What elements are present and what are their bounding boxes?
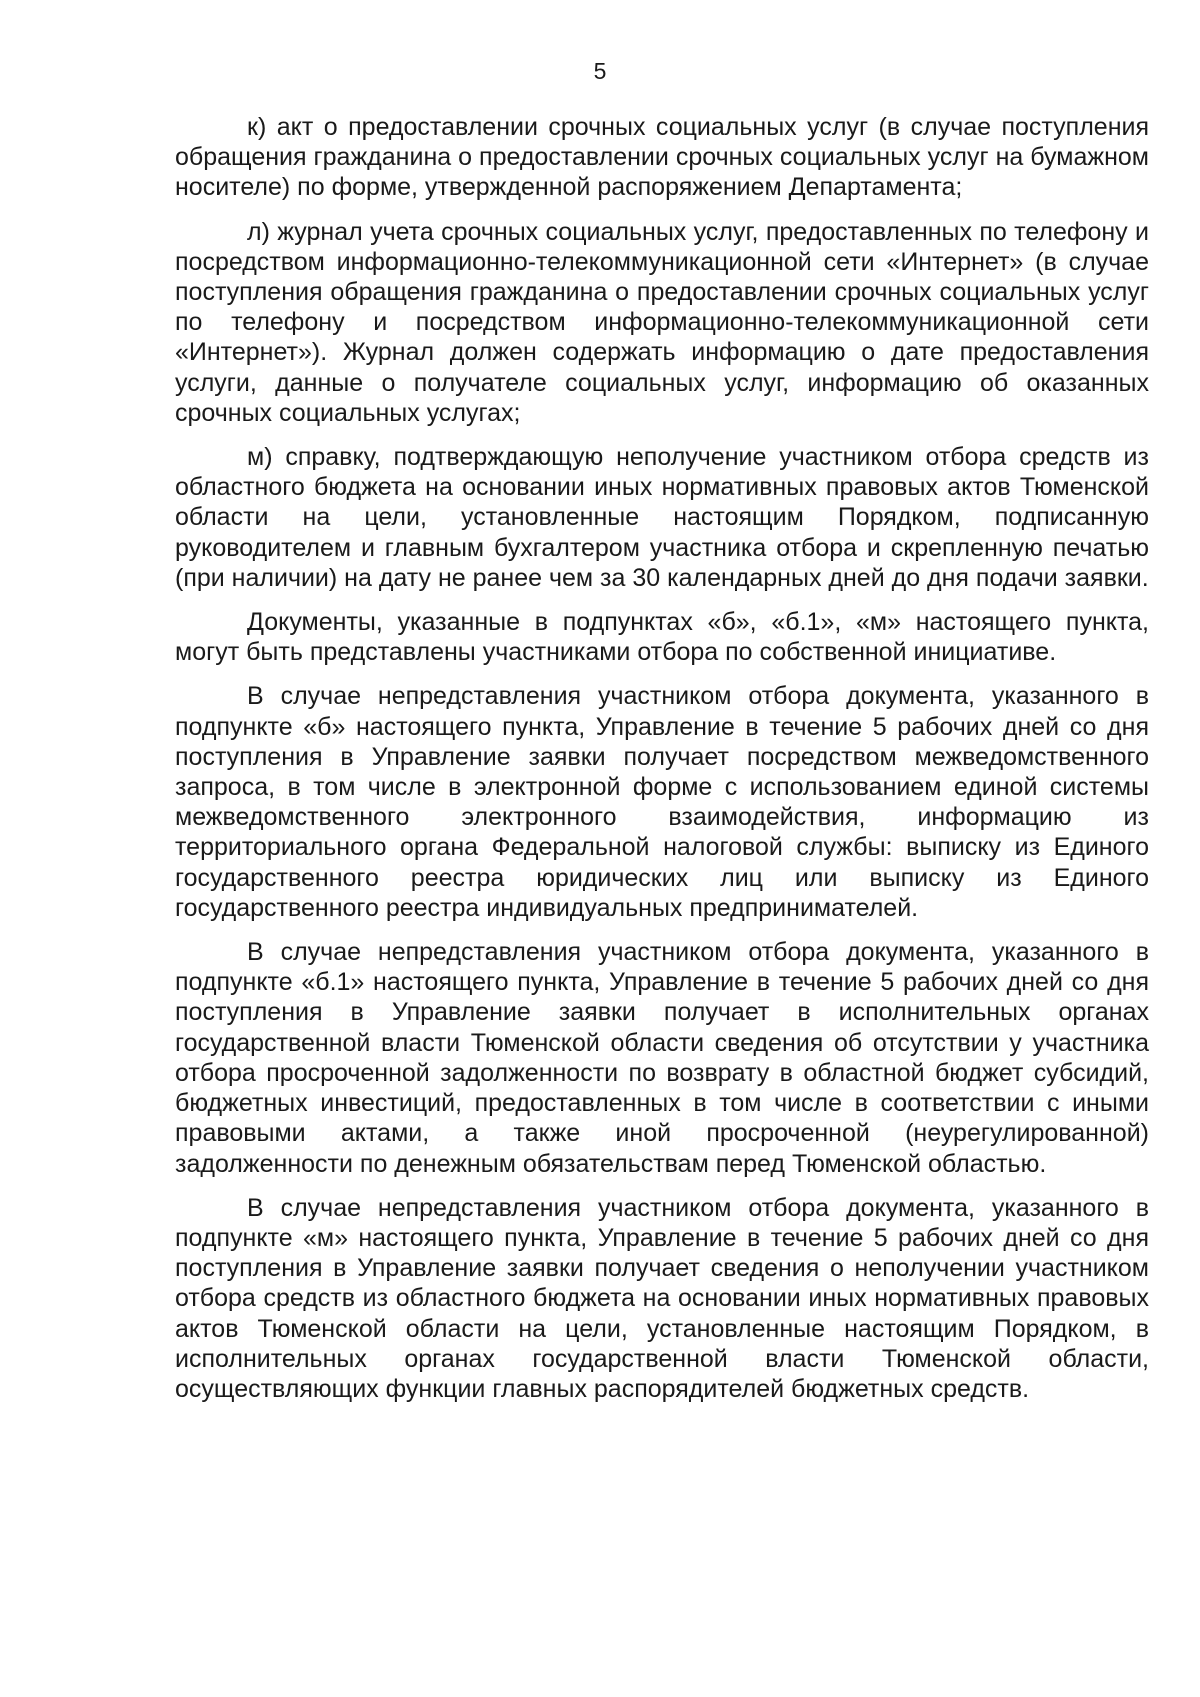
paragraph-case-m: В случае непредставления участником отбора документа, указанного в подпункте «м» настоящего пункта, Управление в течение 5 рабочих дней со дня поступления в Управление заявки получает сведения о неполучении участником отбора средств из областного бюджета на основании иных нормативных правовых актов Тюменской области на цели, установленные настоящим Порядком, в исполнительных органах государственной власти Тюменской области, осуществляющих функции главных распорядителей бюджетных средств. (175, 1193, 1149, 1403)
paragraph-l: л) журнал учета срочных социальных услуг, предоставленных по телефону и посредством информационно-телекоммуникационной сети «Интернет» (в случае поступления обращения гражданина о предоставлении срочных социальных услуг по телефону и посредством информационно-телекоммуникационной сети «Интернет»). Журнал должен содержать информацию о дате предоставления услуги, данные о получателе социальных услуг, информацию об оказанных срочных социальных услугах; (175, 217, 1149, 427)
paragraph-case-b1: В случае непредставления участником отбора документа, указанного в подпункте «б.1» настоящего пункта, Управление в течение 5 рабочих дней со дня поступления в Управление заявки получает в исполнительных органах государственной власти Тюменской области сведения об отсутствии у участника отбора просроченной задолженности по возврату в областной бюджет субсидий, бюджетных инвестиций, предоставленных в том числе в соответствии с иными правовыми актами, а также иной просроченной (неурегулированной) задолженности по денежным обязательствам перед Тюменской областью. (175, 938, 1149, 1178)
paragraph-case-b: В случае непредставления участником отбора документа, указанного в подпункте «б» настоящего пункта, Управление в течение 5 рабочих дней со дня поступления в Управление заявки получает посредством межведомственного запроса, в том числе в электронной форме с использованием единой системы межведомственного электронного взаимодействия, информацию из территориального органа Федеральной налоговой службы: выписку из Единого государственного реестра юридических лиц или выписку из Единого государственного реестра индивидуальных предпринимателей. (175, 682, 1149, 922)
paragraph-k: к) акт о предоставлении срочных социальных услуг (в случае поступления обращения гражданина о предоставлении срочных социальных услуг на бумажном носителе) по форме, утвержденной распоряжением Департамента; (175, 113, 1149, 202)
page-number: 5 (593, 58, 607, 84)
paragraph-optional-documents: Документы, указанные в подпунктах «б», «б.1», «м» настоящего пункта, могут быть представлены участниками отбора по собственной инициативе. (175, 608, 1149, 667)
document-body (175, 112, 1149, 1418)
paragraph-m: м) справку, подтверждающую неполучение участником отбора средств из областного бюджета на основании иных нормативных правовых актов Тюменской области на цели, установленные настоящим Порядком, подписанную руководителем и главным бухгалтером участника отбора и скрепленную печатью (при наличии) на дату не ранее чем за 30 календарных дней до дня подачи заявки. (175, 443, 1149, 592)
